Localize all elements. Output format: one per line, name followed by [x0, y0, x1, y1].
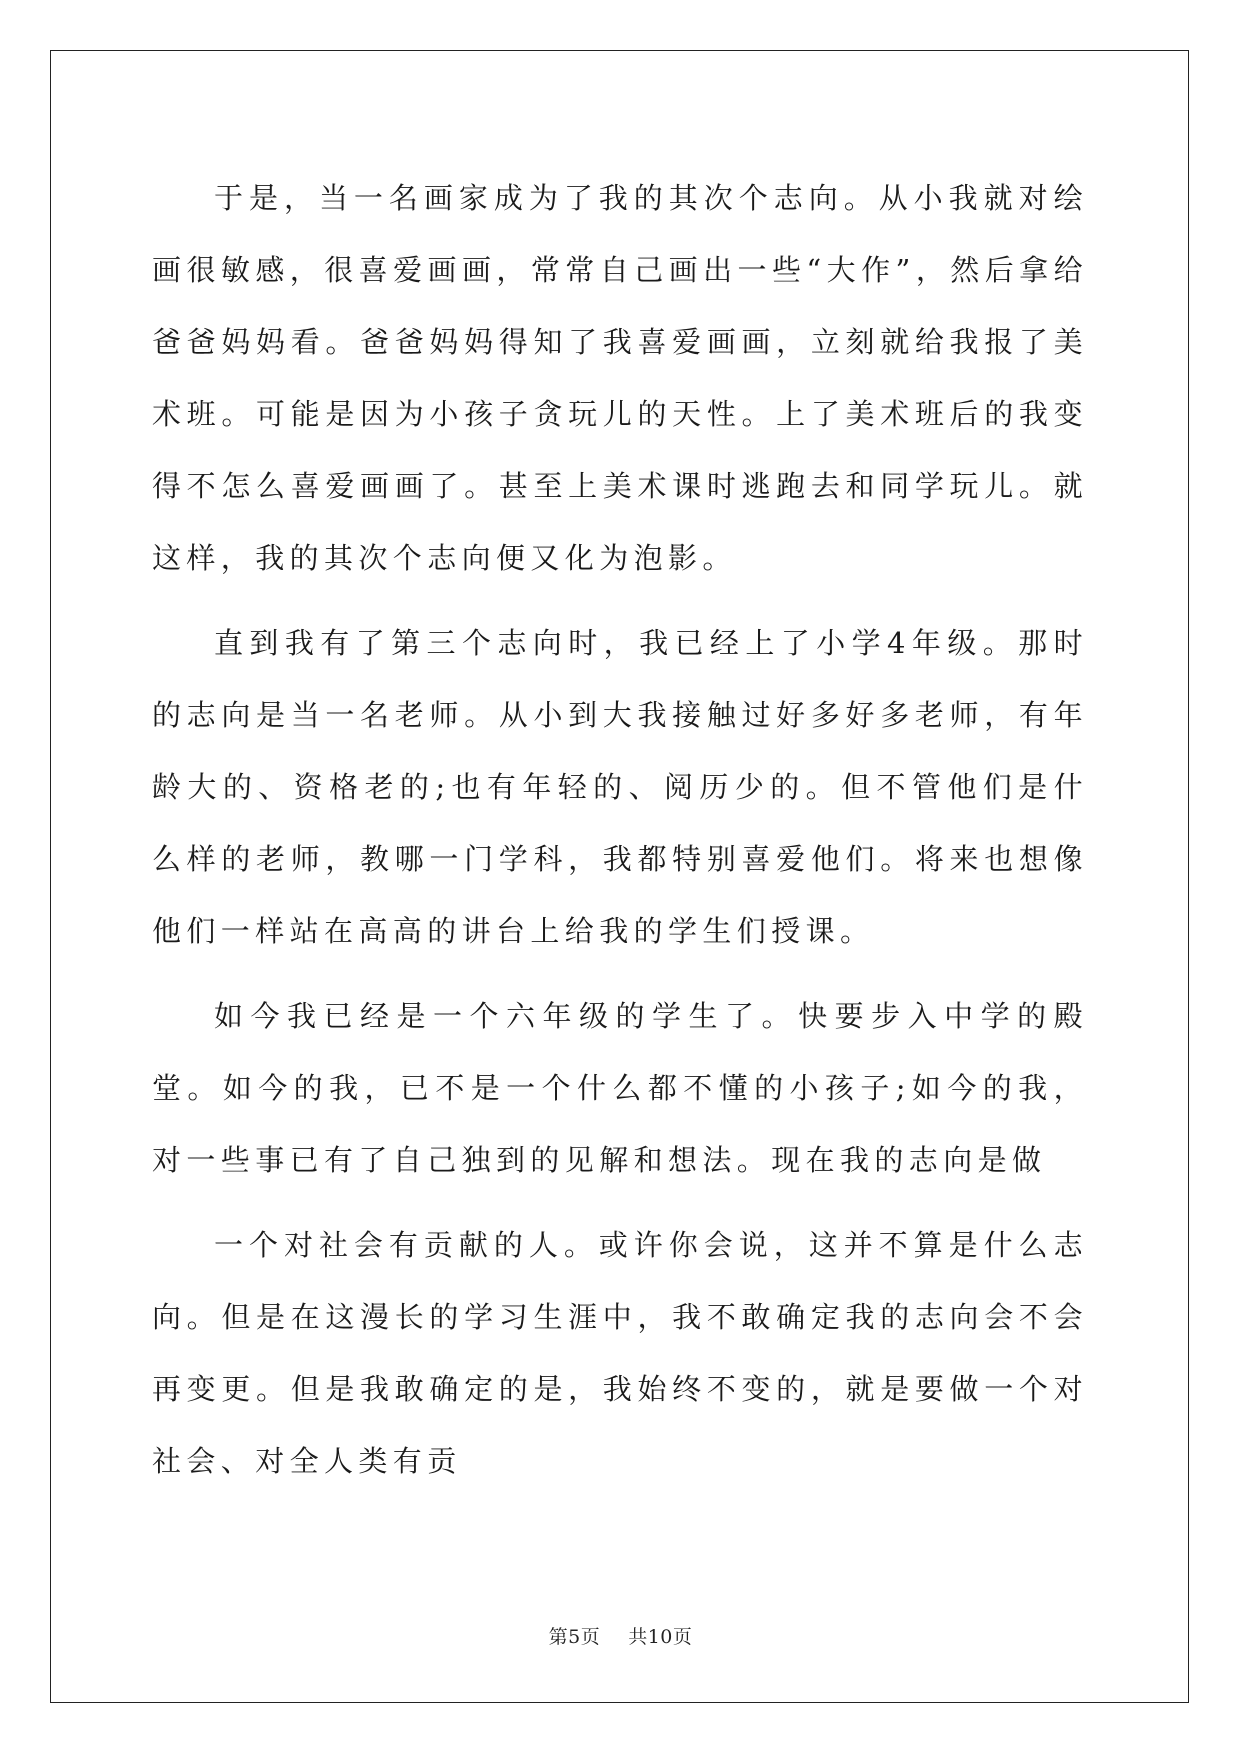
paragraph-contribute-society: 一个对社会有贡献的人。或许你会说，这并不算是什么志向。但是在这漫长的学习生涯中，我不敢确定我的志向会不会再变更。但是我敢确定的是，我始终不变的，就是要做一个对社会、对全人类有贡 [152, 1228, 1088, 1478]
page-total: 共10页 [628, 1626, 693, 1648]
page-footer [0, 1622, 1241, 1649]
paragraph-teacher-dream: 直到我有了第三个志向时，我已经上了小学4年级。那时的志向是当一名老师。从小到大我接触过好多好多老师，有年龄大的、资格老的;也有年轻的、阅历少的。但不管他们是什么样的老师，教哪一门学科，我都特别喜爱他们。将来也想像他们一样站在高高的讲台上给我的学生们授课。 [152, 626, 1088, 948]
document-body [152, 162, 1088, 1510]
paragraph-painter-dream: 于是，当一名画家成为了我的其次个志向。从小我就对绘画很敏感，很喜爱画画，常常自己画出一些“大作”，然后拿给爸爸妈妈看。爸爸妈妈得知了我喜爱画画，立刻就给我报了美术班。可能是因为小孩子贪玩儿的天性。上了美术班后的我变得不怎么喜爱画画了。甚至上美术课时逃跑去和同学玩儿。就这样，我的其次个志向便又化为泡影。 [152, 181, 1088, 575]
paragraph-current-self: 如今我已经是一个六年级的学生了。快要步入中学的殿堂。如今的我，已不是一个什么都不懂的小孩子;如今的我，对一些事已有了自己独到的见解和想法。现在我的志向是做 [152, 999, 1088, 1177]
page-number: 第5页 [548, 1626, 601, 1648]
